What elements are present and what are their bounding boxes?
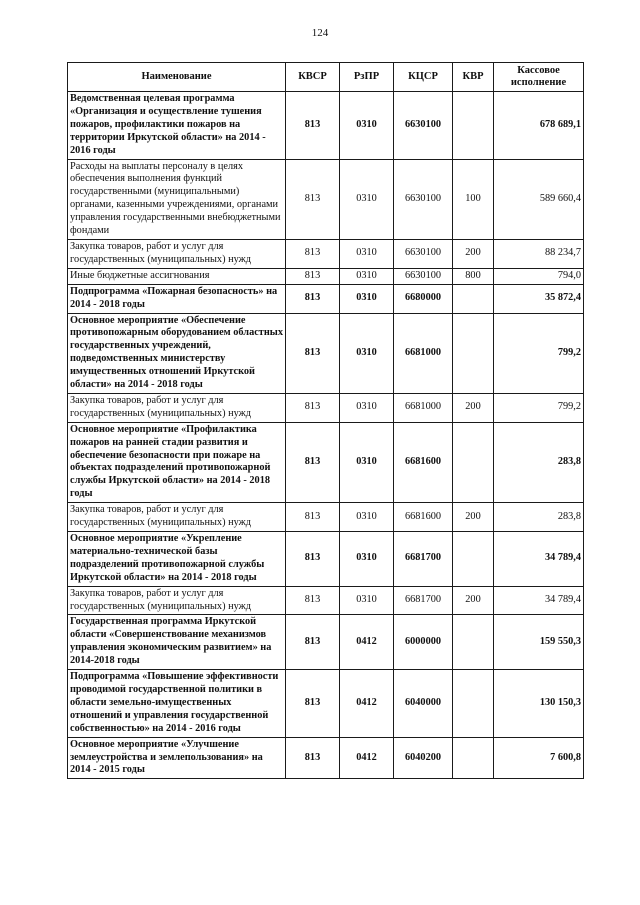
- cell-name: Закупка товаров, работ и услуг для государственных (муниципальных) нужд: [68, 586, 286, 615]
- cell-kvr: [453, 670, 494, 738]
- cell-kcsr: 6630100: [394, 268, 453, 284]
- cell-kvsr: 813: [286, 422, 340, 502]
- cell-kvr: [453, 737, 494, 779]
- cell-rzpr: 0310: [340, 313, 394, 393]
- header-kcsr: КЦСР: [394, 63, 453, 92]
- cell-kcsr: 6681600: [394, 422, 453, 502]
- cell-name: Закупка товаров, работ и услуг для государственных (муниципальных) нужд: [68, 503, 286, 532]
- cell-kvr: 200: [453, 393, 494, 422]
- cell-name: Расходы на выплаты персоналу в целях обеспечения выполнения функций государственными (муниципальными) органами, казенными учреждениями, органами управления государственными внебюджетными фондами: [68, 159, 286, 239]
- table-row: [68, 615, 584, 670]
- cell-amount: 794,0: [494, 268, 584, 284]
- table-row: [68, 737, 584, 779]
- cell-rzpr: 0310: [340, 422, 394, 502]
- page-number: 124: [311, 27, 329, 39]
- cell-kvr: [453, 422, 494, 502]
- cell-rzpr: 0412: [340, 737, 394, 779]
- cell-kvsr: 813: [286, 92, 340, 160]
- cell-kvsr: 813: [286, 532, 340, 587]
- cell-rzpr: 0310: [340, 284, 394, 313]
- cell-amount: 283,8: [494, 503, 584, 532]
- cell-kcsr: 6680000: [394, 284, 453, 313]
- header-kvr: КВР: [453, 63, 494, 92]
- table-row: [68, 422, 584, 502]
- cell-kvsr: 813: [286, 159, 340, 239]
- cell-kvr: [453, 532, 494, 587]
- cell-kvr: [453, 313, 494, 393]
- cell-kvsr: 813: [286, 737, 340, 779]
- cell-kvr: [453, 284, 494, 313]
- cell-kvsr: 813: [286, 670, 340, 738]
- header-name: Наименование: [68, 63, 286, 92]
- cell-name: Закупка товаров, работ и услуг для государственных (муниципальных) нужд: [68, 239, 286, 268]
- table-row: [68, 586, 584, 615]
- cell-name: Основное мероприятие «Профилактика пожаров на ранней стадии развития и обеспечение безопасности при пожаре на объектах подразделений противопожарной службы Иркутской области» на 2014 - 2018 годы: [68, 422, 286, 502]
- cell-name: Основное мероприятие «Укрепление материально-технической базы подразделений противопожарной службы Иркутской области» на 2014 - 2018 годы: [68, 532, 286, 587]
- cell-name: Иные бюджетные ассигнования: [68, 268, 286, 284]
- cell-name: Подпрограмма «Повышение эффективности проводимой государственной политики в области земельно-имущественных отношений и управления государственной собственностью» на 2014 - 2016 годы: [68, 670, 286, 738]
- cell-kvsr: 813: [286, 615, 340, 670]
- cell-kcsr: 6681700: [394, 532, 453, 587]
- cell-rzpr: 0412: [340, 615, 394, 670]
- cell-amount: 799,2: [494, 393, 584, 422]
- cell-amount: 678 689,1: [494, 92, 584, 160]
- cell-amount: 88 234,7: [494, 239, 584, 268]
- cell-name: Закупка товаров, работ и услуг для государственных (муниципальных) нужд: [68, 393, 286, 422]
- cell-kvsr: 813: [286, 503, 340, 532]
- cell-kcsr: 6040000: [394, 670, 453, 738]
- header-row: [68, 63, 584, 92]
- header-kvsr: КВСР: [286, 63, 340, 92]
- cell-kcsr: 6040200: [394, 737, 453, 779]
- cell-kvr: [453, 615, 494, 670]
- cell-amount: 35 872,4: [494, 284, 584, 313]
- cell-kcsr: 6681000: [394, 313, 453, 393]
- cell-kvr: 200: [453, 586, 494, 615]
- cell-kvr: [453, 92, 494, 160]
- cell-rzpr: 0310: [340, 268, 394, 284]
- cell-name: Ведомственная целевая программа «Организация и осуществление тушения пожаров, профилактики пожаров на территории Иркутской области» на 2014 - 2016 годы: [68, 92, 286, 160]
- table-row: [68, 239, 584, 268]
- table-row: [68, 503, 584, 532]
- cell-kcsr: 6630100: [394, 159, 453, 239]
- cell-kvsr: 813: [286, 268, 340, 284]
- cell-rzpr: 0310: [340, 586, 394, 615]
- cell-kvsr: 813: [286, 393, 340, 422]
- cell-kvr: 100: [453, 159, 494, 239]
- header-amount: Кассовое исполнение: [494, 63, 584, 92]
- table-row: [68, 393, 584, 422]
- header-rzpr: РзПР: [340, 63, 394, 92]
- table-row: [68, 268, 584, 284]
- cell-kvsr: 813: [286, 239, 340, 268]
- cell-amount: 589 660,4: [494, 159, 584, 239]
- cell-kcsr: 6630100: [394, 92, 453, 160]
- cell-rzpr: 0310: [340, 503, 394, 532]
- cell-kcsr: 6681700: [394, 586, 453, 615]
- cell-rzpr: 0310: [340, 239, 394, 268]
- table-row: [68, 159, 584, 239]
- table-row: [68, 92, 584, 160]
- cell-name: Государственная программа Иркутской области «Совершенствование механизмов управления экономическим развитием» на 2014-2018 годы: [68, 615, 286, 670]
- cell-kvr: 800: [453, 268, 494, 284]
- cell-amount: 283,8: [494, 422, 584, 502]
- cell-kvsr: 813: [286, 313, 340, 393]
- cell-rzpr: 0310: [340, 532, 394, 587]
- cell-name: Основное мероприятие «Обеспечение противопожарным оборудованием областных государственных учреждений, подведомственных министерству имущественных отношений Иркутской области» на 2014 - 2018 годы: [68, 313, 286, 393]
- cell-rzpr: 0412: [340, 670, 394, 738]
- cell-name: Подпрограмма «Пожарная безопасность» на 2014 - 2018 годы: [68, 284, 286, 313]
- cell-kvsr: 813: [286, 284, 340, 313]
- cell-kcsr: 6000000: [394, 615, 453, 670]
- table-row: [68, 313, 584, 393]
- cell-amount: 130 150,3: [494, 670, 584, 738]
- table-row: [68, 532, 584, 587]
- cell-amount: 34 789,4: [494, 586, 584, 615]
- cell-kvr: 200: [453, 503, 494, 532]
- cell-kcsr: 6681600: [394, 503, 453, 532]
- cell-name: Основное мероприятие «Улучшение землеустройства и землепользования» на 2014 - 2015 годы: [68, 737, 286, 779]
- cell-kcsr: 6681000: [394, 393, 453, 422]
- cell-rzpr: 0310: [340, 159, 394, 239]
- cell-kvr: 200: [453, 239, 494, 268]
- cell-amount: 159 550,3: [494, 615, 584, 670]
- cell-rzpr: 0310: [340, 92, 394, 160]
- budget-table: [67, 62, 584, 779]
- cell-amount: 7 600,8: [494, 737, 584, 779]
- cell-rzpr: 0310: [340, 393, 394, 422]
- table-row: [68, 284, 584, 313]
- cell-kcsr: 6630100: [394, 239, 453, 268]
- cell-amount: 799,2: [494, 313, 584, 393]
- cell-amount: 34 789,4: [494, 532, 584, 587]
- cell-kvsr: 813: [286, 586, 340, 615]
- table-row: [68, 670, 584, 738]
